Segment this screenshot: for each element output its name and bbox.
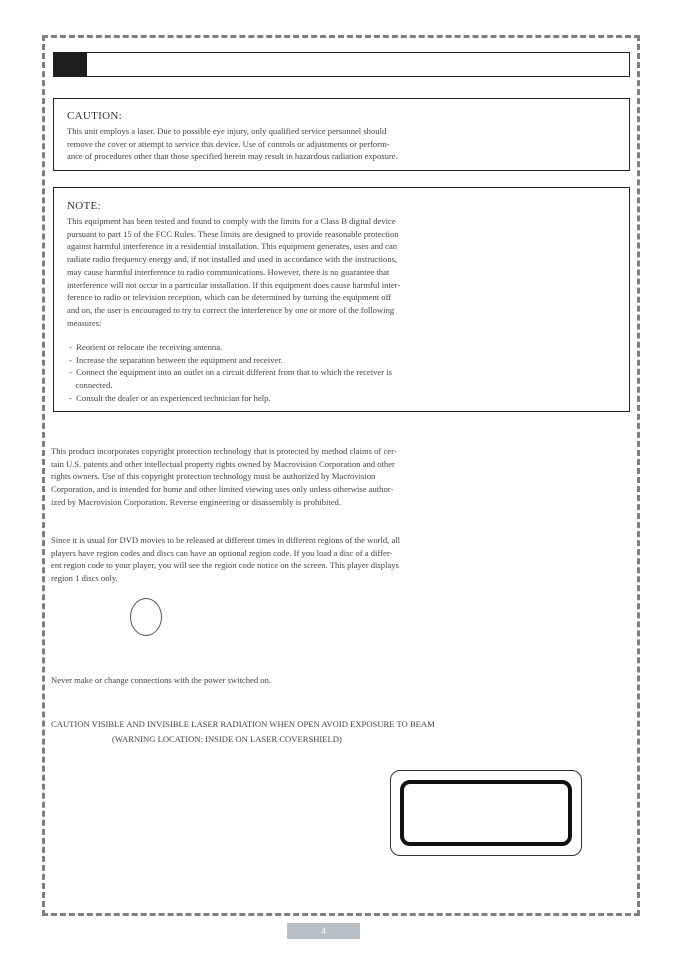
region-line: region 1 discs only. — [51, 573, 118, 584]
note-line: pursuant to part 15 of the FCC Rules. These limits are designed to provide reasonable protection — [67, 228, 399, 239]
note-line: measures: — [67, 317, 102, 328]
note-line: This equipment has been tested and found to comply with the limits for a Class B digital device — [67, 216, 396, 226]
measure-item: connected. — [69, 380, 113, 391]
laser-warning-label-frame — [390, 770, 582, 856]
power-note: Never make or change connections with the power switched on. — [51, 675, 272, 685]
laser-caution-line1: CAUTION VISIBLE AND INVISIBLE LASER RADIATION WHEN OPEN AVOID EXPOSURE TO BEAM — [51, 719, 435, 729]
caution-line: ance of procedures other than those specified herein may result in hazardous radiation exposure. — [67, 151, 398, 162]
note-line: radiate radio frequency energy and, if not installed and used in accordance with the instructions, — [67, 254, 398, 265]
laser-caution-line2: (WARNING LOCATION: INSIDE ON LASER COVERSHIELD) — [112, 734, 342, 744]
measure-item: - Reorient or relocate the receiving antenna. — [69, 342, 223, 352]
section-header-bar — [53, 52, 630, 77]
caution-title: CAUTION: — [67, 110, 122, 122]
measure-item: - Consult the dealer or an experienced technician for help. — [69, 392, 271, 403]
copyright-line: tain U.S. patents and other intellectual property rights owned by Macrovision Corporation and other — [51, 458, 395, 469]
section-header-tab — [54, 53, 87, 76]
note-box — [53, 187, 630, 412]
copyright-line: This product incorporates copyright protection technology that is protected by method claims of cer- — [51, 446, 397, 456]
measure-item: - Increase the separation between the equipment and receiver. — [69, 354, 283, 365]
laser-warning-label-inner — [400, 780, 572, 846]
page-number: 4 — [287, 923, 360, 939]
note-line: interference will not occur in a particular installation. If this equipment does cause harmful inter- — [67, 279, 401, 290]
note-line: against harmful interference in a residential installation. This equipment generates, uses and can — [67, 241, 398, 252]
note-line: may cause harmful interference to radio communications. However, there is no guarantee that — [67, 266, 390, 277]
caution-line: This unit employs a laser. Due to possible eye injury, only qualified service personnel should — [67, 126, 387, 136]
note-line: ference to radio or television reception, which can be determined by turning the equipment off — [67, 292, 392, 303]
region-line: ent region code to your player, you will see the region code notice on the screen. This player displays — [51, 560, 399, 571]
note-line: and on, the user is encouraged to try to correct the interference by one or more of the following — [67, 304, 395, 315]
copyright-line: rights owners. Use of this copyright protection technology must be authorized by Macrovision — [51, 471, 376, 482]
region-code-symbol — [130, 598, 162, 636]
caution-box — [53, 98, 630, 171]
region-line: players have region codes and discs can have an optional region code. If you load a disc of a differ- — [51, 547, 393, 558]
note-title: NOTE: — [67, 200, 101, 212]
copyright-line: ized by Macrovision Corporation. Reverse engineering or disassembly is prohibited. — [51, 496, 341, 507]
region-line: Since it is usual for DVD movies to be released at different times in different regions of the world, all — [51, 535, 401, 545]
measure-item: - Connect the equipment into an outlet on a circuit different from that to which the receiver is — [69, 367, 392, 378]
copyright-line: Corporation, and is intended for home and other limited viewing uses only unless otherwise author- — [51, 484, 394, 495]
caution-line: remove the cover or attempt to service this device. Use of controls or adjustments or perform- — [67, 138, 390, 149]
